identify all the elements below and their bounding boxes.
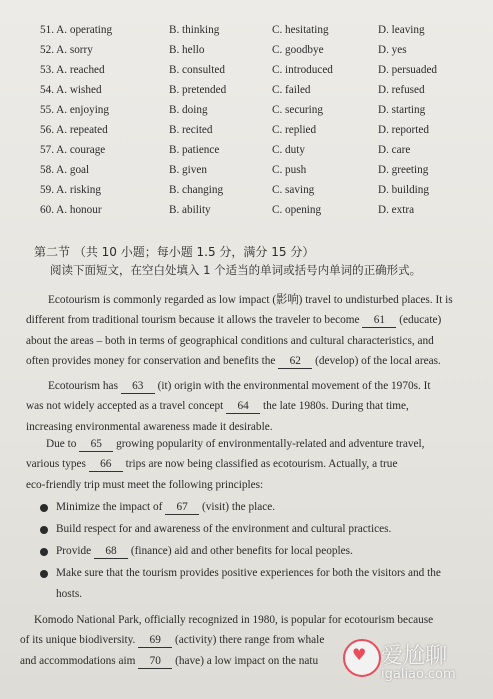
text-segment: Ecotourism has	[48, 380, 118, 392]
text-line: Build respect for and awareness of the environment and cultural practices.	[56, 523, 392, 535]
text-line	[20, 651, 324, 672]
option-c: C. push	[272, 164, 307, 176]
paragraph-2-body	[26, 396, 409, 437]
blank-65[interactable]: 65	[79, 437, 113, 452]
choice-row	[0, 44, 493, 64]
text-line	[48, 376, 431, 397]
option-c: C. opening	[272, 204, 322, 216]
text-line	[46, 434, 424, 455]
paragraph-1-body	[26, 310, 441, 372]
question-55: 55. A. enjoying	[40, 104, 109, 116]
option-d: D. starting	[378, 104, 426, 116]
blank-62[interactable]: 62	[278, 354, 312, 369]
option-b: B. changing	[169, 184, 224, 196]
option-b: B. pretended	[169, 84, 227, 96]
principle-1	[56, 497, 275, 518]
option-c: C. failed	[272, 84, 311, 96]
text-line: Ecotourism is commonly regarded as low impact (影响) travel to undisturbed places. It is	[48, 294, 453, 306]
option-c: C. hesitating	[272, 24, 329, 36]
text-segment: (finance) aid and other benefits for local peoples.	[130, 545, 353, 557]
paragraph-1	[48, 290, 453, 311]
text-segment: (it) origin with the environmental movement of the 1970s. It	[157, 380, 431, 392]
option-d: D. reported	[378, 124, 429, 136]
choice-row	[0, 124, 493, 144]
text-segment: (activity) there range from whale	[175, 634, 325, 646]
choice-row	[0, 84, 493, 104]
text-segment: often provides money for conservation and benefits the	[26, 355, 276, 367]
text-line	[26, 396, 409, 417]
text-segment: was not widely accepted as a travel concept	[26, 400, 224, 412]
text-segment: the late 1980s. During that time,	[262, 400, 409, 412]
text-segment: Provide	[56, 545, 92, 557]
bullet-icon	[40, 548, 48, 556]
text-line: increasing environmental awareness made it desirable.	[26, 420, 273, 433]
option-c: C. goodbye	[272, 44, 324, 56]
question-57: 57. A. courage	[40, 144, 106, 156]
blank-66[interactable]: 66	[89, 457, 123, 472]
principle-3	[56, 541, 353, 562]
text-line: about the areas – both in terms of geographical conditions and cultural characteristics, and	[26, 334, 434, 347]
option-b: B. doing	[169, 104, 208, 116]
text-segment: and accommodations aim	[20, 654, 136, 667]
text-line: eco-friendly trip must meet the following principles:	[26, 478, 264, 491]
blank-68[interactable]: 68	[94, 544, 128, 559]
option-b: B. ability	[169, 204, 211, 216]
option-b: B. thinking	[169, 24, 220, 36]
watermark-text: 爱尬聊	[381, 644, 448, 669]
option-d: D. extra	[378, 204, 415, 216]
text-line	[56, 497, 275, 518]
watermark-url: igaliao.com	[381, 667, 456, 682]
text-segment: different from traditional tourism because it allows the traveler to become	[26, 314, 360, 326]
blank-63[interactable]: 63	[121, 379, 155, 394]
bullet-icon	[40, 526, 48, 534]
bullet-icon	[40, 570, 48, 578]
question-54: 54. A. wished	[40, 84, 102, 96]
option-d: D. yes	[378, 44, 407, 56]
question-59: 59. A. risking	[40, 184, 101, 196]
text-line	[26, 351, 441, 372]
text-segment: (visit) the place.	[202, 501, 276, 513]
text-segment: Due to	[46, 438, 77, 450]
question-53: 53. A. reached	[40, 64, 105, 76]
bullet-icon	[40, 504, 48, 512]
choice-row	[0, 144, 493, 164]
question-58: 58. A. goal	[40, 164, 90, 176]
choice-row	[0, 64, 493, 84]
choice-row	[0, 24, 493, 44]
choice-row	[0, 164, 493, 184]
text-line	[26, 454, 397, 475]
option-b: B. recited	[169, 124, 213, 136]
paragraph-2	[48, 376, 431, 397]
question-60: 60. A. honour	[40, 204, 102, 216]
option-b: B. hello	[169, 44, 205, 56]
option-c: C. saving	[272, 184, 315, 196]
option-d: D. persuaded	[378, 64, 438, 76]
text-segment: Minimize the impact of	[56, 501, 163, 513]
text-line	[20, 630, 324, 651]
section-heading: 第二节 （共 10 小题；每小题 1.5 分，满分 15 分）	[34, 245, 315, 259]
choice-row	[0, 104, 493, 124]
option-c: C. replied	[272, 124, 317, 136]
blank-64[interactable]: 64	[226, 399, 260, 414]
text-segment: various types	[26, 458, 86, 470]
option-c: C. introduced	[272, 64, 333, 76]
principle-4	[56, 563, 441, 604]
option-b: B. consulted	[169, 64, 225, 76]
blank-61[interactable]: 61	[362, 313, 396, 328]
heart-icon: ♥	[352, 645, 367, 664]
text-line: Make sure that the tourism provides positive experiences for both the visitors and the	[56, 567, 441, 579]
question-51: 51. A. operating	[40, 24, 113, 36]
blank-69[interactable]: 69	[138, 633, 172, 648]
text-segment: trips are now being classified as ecotourism. Actually, a true	[125, 458, 398, 470]
text-segment: (develop) of the local areas.	[315, 355, 441, 367]
text-segment: growing popularity of environmentally-related and adventure travel,	[116, 438, 425, 450]
option-b: B. patience	[169, 144, 220, 156]
option-d: D. building	[378, 184, 429, 196]
blank-70[interactable]: 70	[138, 654, 172, 669]
site-watermark	[337, 627, 487, 697]
principle-2	[56, 519, 391, 540]
text-line	[56, 541, 353, 562]
question-56: 56. A. repeated	[40, 124, 108, 136]
text-line	[26, 310, 441, 331]
question-52: 52. A. sorry	[40, 44, 93, 56]
text-segment: of its unique biodiversity.	[20, 634, 136, 646]
text-segment: (have) a low impact on the natu	[175, 654, 319, 667]
text-line: hosts.	[56, 587, 83, 600]
option-c: C. duty	[272, 144, 305, 156]
option-d: D. refused	[378, 84, 425, 96]
option-d: D. care	[378, 144, 411, 156]
choice-row	[0, 204, 493, 224]
paragraph-4-body	[20, 630, 324, 671]
paragraph-3-body	[26, 454, 397, 495]
choice-row	[0, 184, 493, 204]
text-segment: (educate)	[399, 314, 442, 326]
text-line: Komodo National Park, officially recognized in 1980, is popular for ecotourism because	[34, 614, 434, 626]
blank-67[interactable]: 67	[165, 500, 199, 515]
section-instruction: 阅读下面短文，在空白处填入 1 个适当的单词或括号内单词的正确形式。	[50, 263, 422, 277]
option-b: B. given	[169, 164, 207, 176]
option-c: C. securing	[272, 104, 323, 116]
option-d: D. greeting	[378, 164, 429, 176]
option-d: D. leaving	[378, 24, 425, 36]
paragraph-3	[46, 434, 424, 455]
